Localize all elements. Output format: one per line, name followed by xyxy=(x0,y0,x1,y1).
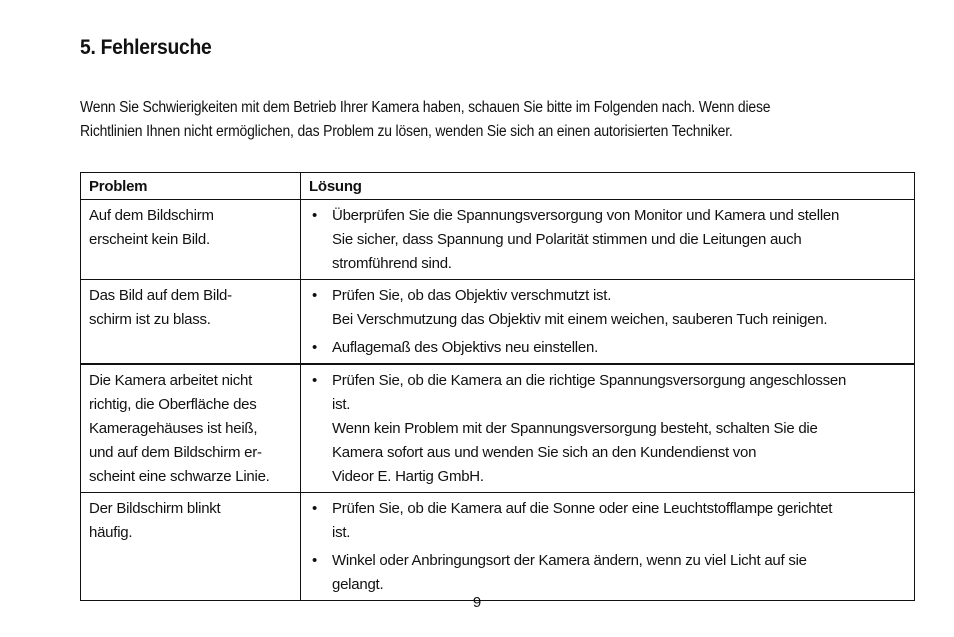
solution-cell xyxy=(301,493,915,601)
table-row xyxy=(81,280,915,365)
solution-line: Prüfen Sie, ob die Kamera an die richtige Spannungsversorgung angeschlossen xyxy=(332,372,847,389)
problem-cell xyxy=(81,200,301,280)
problem-line: und auf dem Bildschirm er- xyxy=(89,444,262,461)
table-row xyxy=(81,493,915,601)
problem-line: scheint eine schwarze Linie. xyxy=(89,468,270,485)
solution-item xyxy=(309,204,910,276)
problem-line: Auf dem Bildschirm xyxy=(89,207,214,224)
problem-line: Kameragehäuses ist heiß, xyxy=(89,420,258,437)
problem-line: erscheint kein Bild. xyxy=(89,231,210,248)
solution-item xyxy=(309,497,910,545)
solution-line: Bei Verschmutzung das Objektiv mit einem weichen, sauberen Tuch reinigen. xyxy=(332,311,828,328)
intro-line: Richtlinien Ihnen nicht ermöglichen, das Problem zu lösen, wenden Sie sich an einen autorisierten Techniker. xyxy=(80,123,733,140)
bullet-icon: • xyxy=(312,287,318,304)
table-row xyxy=(81,364,915,493)
solution-line: gelangt. xyxy=(332,576,384,593)
solution-cell xyxy=(301,200,915,280)
solution-line: Überprüfen Sie die Spannungsversorgung von Monitor und Kamera und stellen xyxy=(332,207,840,224)
solution-line: Winkel oder Anbringungsort der Kamera ändern, wenn zu viel Licht auf sie xyxy=(332,552,807,569)
solution-line: Kamera sofort aus und wenden Sie sich an den Kundendienst von xyxy=(332,444,757,461)
table-row xyxy=(81,200,915,280)
problem-line: Die Kamera arbeitet nicht xyxy=(89,372,252,389)
solution-item xyxy=(309,336,910,360)
solution-line: ist. xyxy=(332,524,351,541)
problem-line: Das Bild auf dem Bild- xyxy=(89,287,232,304)
solution-item xyxy=(309,369,910,489)
problem-cell xyxy=(81,493,301,601)
solution-line: Sie sicher, dass Spannung und Polarität stimmen und die Leitungen auch xyxy=(332,231,802,248)
bullet-icon: • xyxy=(312,500,318,517)
solution-item xyxy=(309,549,910,597)
section-title: 5. Fehlersuche xyxy=(80,36,212,59)
problem-line: Der Bildschirm blinkt xyxy=(89,500,221,517)
solution-line: Prüfen Sie, ob das Objektiv verschmutzt ist. xyxy=(332,287,612,304)
problem-line: richtig, die Oberfläche des xyxy=(89,396,257,413)
solution-line: Prüfen Sie, ob die Kamera auf die Sonne oder eine Leuchtstofflampe gerichtet xyxy=(332,500,833,517)
header-solution: Lösung xyxy=(301,173,915,200)
page-number: 9 xyxy=(472,594,482,611)
solution-line: stromführend sind. xyxy=(332,255,452,272)
solution-cell xyxy=(301,364,915,493)
solution-cell xyxy=(301,280,915,365)
problem-cell xyxy=(81,364,301,493)
table-header-row xyxy=(81,173,915,200)
intro-line: Wenn Sie Schwierigkeiten mit dem Betrieb Ihrer Kamera haben, schauen Sie bitte im Folgenden nach. Wenn diese xyxy=(80,99,771,116)
solution-line: Wenn kein Problem mit der Spannungsversorgung besteht, schalten Sie die xyxy=(332,420,818,437)
bullet-icon: • xyxy=(312,207,318,224)
problem-line: schirm ist zu blass. xyxy=(89,311,211,328)
bullet-icon: • xyxy=(312,339,318,356)
solution-line: Videor E. Hartig GmbH. xyxy=(332,468,484,485)
solution-line: ist. xyxy=(332,396,351,413)
bullet-icon: • xyxy=(312,372,318,389)
troubleshooting-table xyxy=(80,172,915,601)
problem-cell xyxy=(81,280,301,365)
bullet-icon: • xyxy=(312,552,318,569)
solution-line: Auflagemaß des Objektivs neu einstellen. xyxy=(332,339,598,356)
intro-paragraph xyxy=(80,96,908,144)
solution-item xyxy=(309,284,910,332)
problem-line: häufig. xyxy=(89,524,133,541)
header-problem: Problem xyxy=(81,173,301,200)
